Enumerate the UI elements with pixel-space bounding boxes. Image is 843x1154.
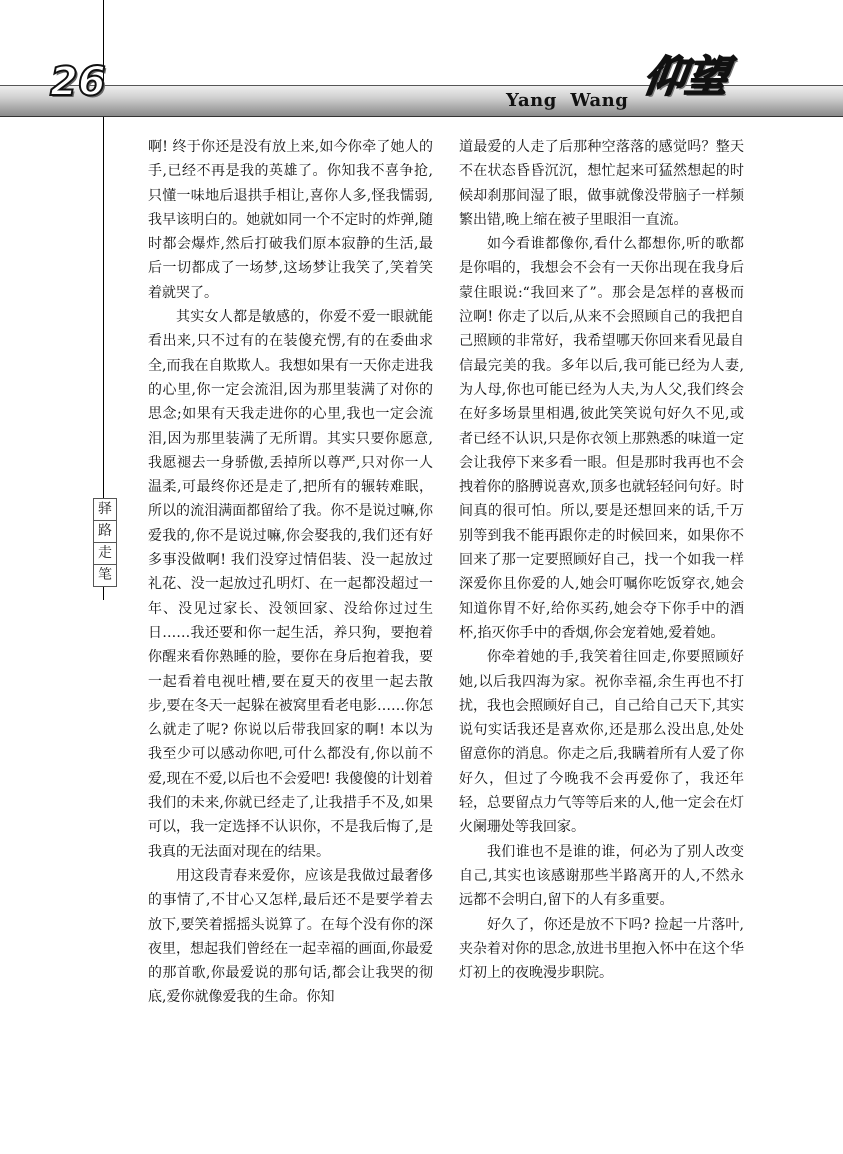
paragraph: 我们谁也不是谁的谁，何必为了别人改变自己,其实也该感谢那些半路离开的人,不然永远都不会明白,留下的人有多重要。 <box>459 843 744 909</box>
paragraph: 好久了，你还是放不下吗? 捡起一片落叶,夹杂着对你的思念,放进书里抱入怀中在这个华灯初上的夜晚漫步职院。 <box>459 916 744 982</box>
paragraph: 道最爱的人走了后那种空落落的感觉吗？整天不在状态昏昏沉沉，想忙起来可猛然想起的时候却刹那间湿了眼，做事就像没带脑子一样频繁出错,晚上缩在被子里眼泪一直流。 <box>459 139 744 228</box>
left-column <box>148 135 433 1010</box>
section-label-char: 走 <box>94 543 116 565</box>
paragraph: 其实女人都是敏感的，你爱不爱一眼就能看出来,只不过有的在装傻充愣,有的在委曲求全,而我在自欺欺人。我想如果有一天你走进我的心里,你一定会流泪,因为那里装满了对你的思念;如果有天我走进你的心里,我也一定会流泪,因为那里装满了无所谓。其实只要你愿意,我愿褪去一身骄傲,丢掉所以尊严,只对你一人温柔,可最终你还是走了,把所有的辗转难眠，所以的流泪满面都留给了我。你不是说过嘛,你爱我的,你不是说过嘛,你会娶我的,我们还有好多事没做啊! 我们没穿过情侣装、没一起放过礼花、没一起放过孔明灯、在一起都没超过一年、没见过家长、没领回家、没给你过过生日……我还要和你一起生活，养只狗，要抱着你醒来看你熟睡的脸，要你在身后抱着我，要一起看着电视吐槽,要在夏天的夜里一起去散步,要在冬天一起躲在被窝里看老电影……你怎么就走了呢? 你说以后带我回家的啊! 本以为我至少可以感动你吧,可什么都没有,你以前不爱,现在不爱,以后也不会爱吧! 我傻傻的计划着我们的未来,你就已经走了,让我措手不及,如果可以，我一定选择不认识你，不是我后悔了,是我真的无法面对现在的结果。 <box>148 309 433 860</box>
paragraph: 啊! 终于你还是没有放上来,如今你牵了她人的手,已经不再是我的英雄了。你知我不喜争抢,只懂一味地后退拱手相让,喜你人多,怪我懦弱,我早该明白的。她就如同一个不定时的炸弹,随时都会爆炸,然后打破我们原本寂静的生活,最后一切都成了一场梦,这场梦让我笑了,笑着笑着就哭了。 <box>148 139 433 301</box>
section-label <box>93 498 117 587</box>
section-label-char: 笔 <box>98 567 112 583</box>
right-column <box>459 135 744 985</box>
paragraph: 你牵着她的手,我笑着往回走,你要照顾好她,以后我四海为家。祝你幸福,余生再也不打扰，我也会照顾好自己，自己给自己天下,其实说句实话我还是喜欢你,还是那么没出息,处处留意你的消息。你走之后,我瞒着所有人爱了你好久，但过了今晚我不会再爱你了，我还年轻，总要留点力气等等后来的人,他一定会在灯火阑珊处等我回家。 <box>459 649 744 836</box>
page-number: 26 <box>50 59 106 105</box>
section-label-char: 驿 <box>94 499 116 521</box>
paragraph: 如今看谁都像你,看什么都想你,听的歌都是你唱的，我想会不会有一天你出现在我身后蒙住眼说:“我回来了”。那会是怎样的喜极而泣啊! 你走了以后,从来不会照顾自己的我把自己照顾的非常好，我希望哪天你回来看见最自信最完美的我。多年以后,我可能已经为人妻,为人母,你也可能已经为人夫,为人父,我们终会在好多场景里相遇,彼此笑笑说句好久不见,或者已经不认识,只是你衣领上那熟悉的味道一定会让我停下来多看一眼。但是那时我再也不会拽着你的胳膊说喜欢,顶多也就轻轻问句好。时间真的很可怕。所以,要是还想回来的话,千万别等到我不能再跟你走的时候回来，如果你不回来了那一定要照顾好自己，找一个如我一样深爱你且你爱的人,她会叮嘱你吃饭穿衣,她会知道你胃不好,给你买药,她会夺下你手中的酒杯,掐灭你手中的香烟,你会宠着她,爱着她。 <box>459 236 744 641</box>
magazine-title: Yang Wang <box>506 90 629 111</box>
magazine-logo: 仰望 <box>640 52 732 101</box>
paragraph: 用这段青春来爱你，应该是我做过最奢侈的事情了,不甘心又怎样,最后还不是要学着去放下,要笑着摇摇头说算了。在每个没有你的深夜里，想起我们曾经在一起幸福的画面,你最爱的那首歌,你最爱说的那句话,都会让我哭的彻底,爱你就像爱我的生命。你知 <box>148 867 433 1006</box>
section-label-char: 路 <box>94 521 116 543</box>
